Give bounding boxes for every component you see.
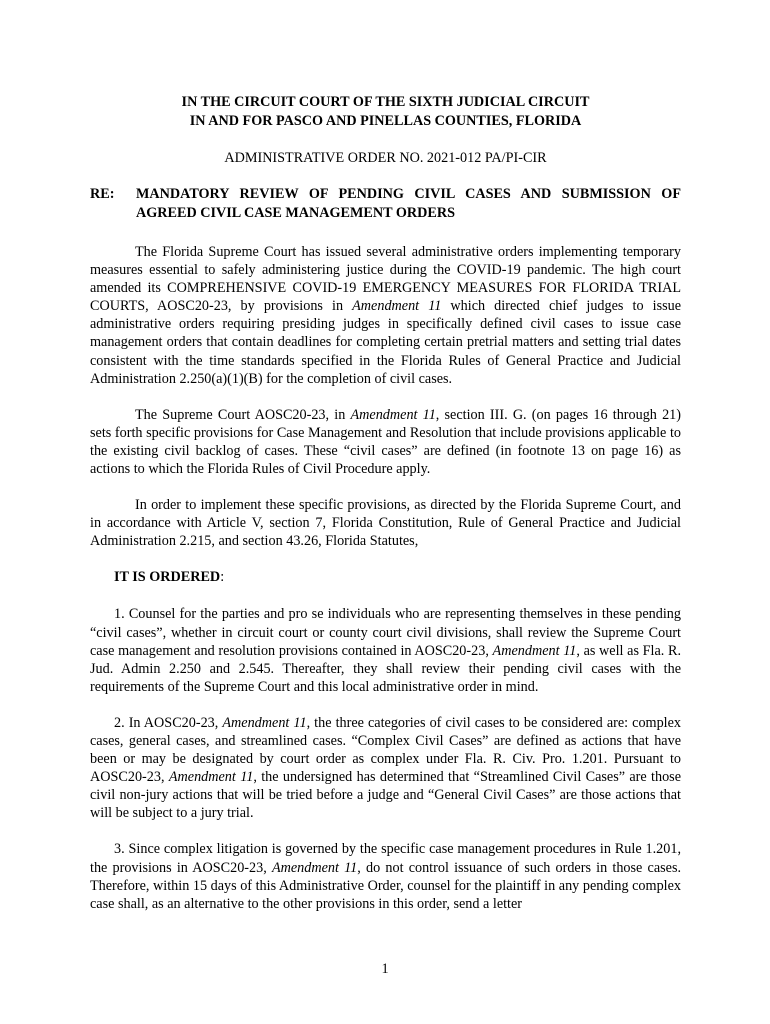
paragraph-1-emphasis: Amendment 11 [352,298,442,315]
ordered-item-3 [90,840,681,912]
paragraph-2 [90,406,681,478]
item-3-text-b: , do not control issuance of such orders in those cases. Therefore, within 15 days of this Administrative Order, counsel for the plaintiff in any pending complex case shall, as an alternative to the other provisions in this order, send a letter [90,859,682,912]
item-2-text-b: , the three categories of civil cases to be considered are: complex cases, general cases, and streamlined cases. “Complex Civil Cases” are defined as actions that have been or may be designated by court order as complex under Fla. R. Civ. Pro. 1.201. Pursuant to AOSC20-23, [90,714,682,786]
paragraph-1-text-b: which directed chief judges to issue administrative orders requiring presiding judges in specifically defined civil cases to issue case management orders that contain deadlines for completing certain pretrial matters and setting trial dates consistent with the time standards specified in the Florida Rules of General Practice and Judicial Administration 2.250(a)(1)(B) for the completion of civil cases. [90,298,682,387]
paragraph-1 [90,243,681,388]
it-is-ordered-colon: : [220,569,225,586]
re-subject: MANDATORY REVIEW OF PENDING CIVIL CASES AND SUBMISSION OF AGREED CIVIL CASE MANAGEMENT ORDERS [136,186,681,221]
page-number: 1 [381,961,389,977]
item-1-text-a: 1. Counsel for the parties and pro se individuals who are representing themselves in these pending “civil cases”, whether in circuit court or county court civil divisions, shall review the Supreme Court case management and resolution provisions contained in AOSC20-23, [90,606,681,659]
item-2-text-a: 2. In AOSC20-23, [114,714,223,731]
paragraph-3: In order to implement these specific provisions, as directed by the Florida Supreme Court, and in accordance with Article V, section 7, Florida Constitution, Rule of General Practice and Judicial Administration 2.215, and section 43.26, Florida Statutes, [90,497,681,550]
re-label: RE: [90,186,115,202]
paragraph-1-text-a: The Florida Supreme Court has issued several administrative orders implementing temporary measures essential to safely administering justice during the COVID-19 pandemic. The high court amended its COMPREHENSIVE COVID-19 EMERGENCY MEASURES FOR FLORIDA TRIAL COURTS, AOSC20-23, by provisions in [90,244,681,315]
item-1-emphasis: Amendment 11 [492,642,577,659]
order-number: ADMINISTRATIVE ORDER NO. 2021-012 PA/PI-CIR [224,150,547,166]
ordered-item-1 [90,605,681,695]
court-heading-line-2: IN AND FOR PASCO AND PINELLAS COUNTIES, FLORIDA [189,113,582,129]
item-2-emphasis-1: Amendment 11 [222,714,307,731]
item-1-text-b: , as well as Fla. R. Jud. Admin 2.250 and 2.545. Thereafter, they shall review their pending civil cases with the requirements of the Supreme Court and this local administrative order in mind. [90,642,682,695]
item-3-text-a: 3. Since complex litigation is governed by the specific case management procedures in Rule 1.201, the provisions in AOSC20-23, [90,841,681,876]
item-2-text-c: , the undersigned has determined that “Streamlined Civil Cases” are those civil non-jury actions that will be tried before a judge and “General Civil Cases” are those actions that will be subject to a jury trial. [90,769,682,822]
court-heading-line-1: IN THE CIRCUIT COURT OF THE SIXTH JUDICIAL CIRCUIT [181,94,590,110]
paragraph-2-text-b: , section III. G. (on pages 16 through 21) sets forth specific provisions for Case Management and Resolution that include provisions applicable to the existing civil backlog of cases. These “civil cases” are defined (in footnote 13 on page 16) as actions to which the Florida Rules of Civil Procedure apply. [90,406,681,478]
it-is-ordered-heading [114,568,681,587]
ordered-item-2 [90,714,681,823]
item-2-emphasis-2: Amendment 11 [168,769,254,786]
paragraph-2-text-a: The Supreme Court AOSC20-23, in [135,406,351,423]
re-block [90,185,681,223]
court-heading [90,93,681,131]
paragraph-2-emphasis: Amendment 11 [350,406,436,423]
it-is-ordered-label: IT IS ORDERED [114,569,221,586]
item-3-emphasis: Amendment 11 [271,859,358,876]
